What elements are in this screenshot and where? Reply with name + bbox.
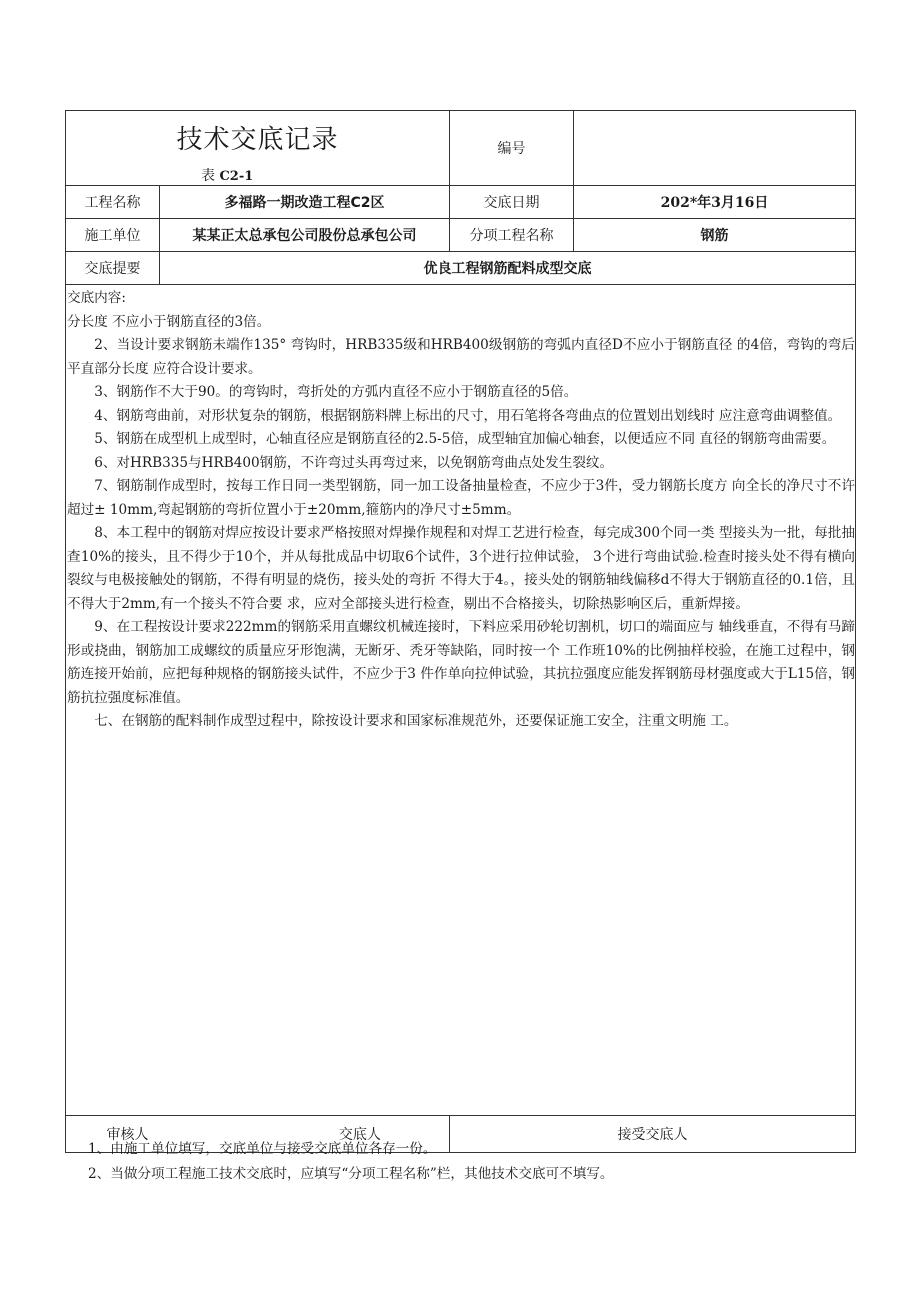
title-cell bbox=[66, 111, 450, 186]
footnotes bbox=[88, 1137, 614, 1187]
content-paragraph: 6、对HRB335与HRB400钢筋，不许弯过头再弯过来，以免钢筋弯曲点处发生裂纹。 bbox=[94, 454, 614, 471]
number-value bbox=[574, 111, 856, 186]
project-name-value: 多福路一期改造工程C2区 bbox=[160, 186, 450, 219]
content-paragraph: 9、在工程按设计要求222mm的钢筋采用直螺纹机械连接时，下料应采用砂轮切割机，切口的端面应与 轴线垂直，不得有马蹄形或挠曲，钢筋加工成螺纹的质量应牙形饱满，无断牙、秃牙等缺陷，同时按一个 工作班10%的比例抽样校验，在施工过程中，钢筋连接开始前，应把每种规格的钢筋接头试件，不应少于3 件作单向拉伸试验，其抗拉强度应能发挥钢筋母材强度或大于L15倍，钢筋抗拉强度标准值。 bbox=[67, 619, 855, 706]
footnote: 1、由施工单位填写，交底单位与接受交底单位各存一份。 bbox=[88, 1141, 437, 1157]
content-paragraph: 7、钢筋制作成型时，按每工作日同一类型钢筋，同一加工设备抽量检查，不应少于3件，受力钢筋长度方 向全长的净尺寸不许超过± 10mm,弯起钢筋的弯折位置小于±20mm,箍筋内的净尺寸±5mm。 bbox=[67, 478, 855, 518]
content-paragraph: 3、钢筋作不大于90。的弯钩时，弯折处的方弧内直径不应小于钢筋直径的5倍。 bbox=[94, 384, 578, 400]
date-value: 202*年3月16日 bbox=[574, 186, 856, 219]
form-code bbox=[201, 165, 253, 185]
content-paragraph: 2、当设计要求钢筋未端作135° 弯钩时，HRB335级和HRB400级钢筋的弯弧内直径D不应小于钢筋直径 的4倍，弯钩的弯后平直部分长度 应符合设计要求。 bbox=[67, 337, 855, 377]
content-paragraph: 七、在钢筋的配料制作成型过程中，除按设计要求和国家标准规范外，还要保证施工安全，注重文明施 工。 bbox=[94, 713, 738, 729]
discloser-label: 交底人 bbox=[338, 1127, 381, 1143]
content-heading: 交底内容: bbox=[67, 290, 126, 306]
content-paragraph: 4、钢筋弯曲前，对形状复杂的钢筋，根据钢筋料牌上标出的尺寸，用石笔将各弯曲点的位置划出划线时 应注意弯曲调整值。 bbox=[94, 407, 842, 424]
content-paragraph: 5、钢筋在成型机上成型时，心轴直径应是钢筋直径的2.5-5倍，成型轴宜加偏心轴套，以便适应不同 直径的钢筋弯曲需要。 bbox=[94, 431, 836, 447]
disclosure-record-table bbox=[65, 110, 856, 1153]
form-code-value: C2-1 bbox=[219, 169, 254, 184]
contractor-label: 施工单位 bbox=[66, 219, 160, 252]
form-prefix: 表 bbox=[201, 168, 215, 184]
subitem-label: 分项工程名称 bbox=[450, 219, 574, 252]
receiver-label: 接受交底人 bbox=[450, 1116, 856, 1153]
content-body bbox=[66, 285, 855, 734]
subitem-value: 钢筋 bbox=[574, 219, 856, 252]
contractor-value: 某某正太总承包公司股份总承包公司 bbox=[160, 219, 450, 252]
content-cell bbox=[66, 285, 856, 1116]
date-label: 交底日期 bbox=[450, 186, 574, 219]
footnote: 2、当做分项工程施工技术交底时，应填写“分项工程名称”栏，其他技术交底可不填写。 bbox=[88, 1166, 614, 1182]
reviewer-label: 审核人 bbox=[106, 1127, 149, 1143]
content-paragraph: 8、本工程中的钢筋对焊应按设计要求严格按照对焊操作规程和对焊工艺进行检查，每完成300个同一类 型接头为一批，每批抽查10%的接头，且不得少于10个，并从每批成品中切取6个试件，3个进行拉伸试验， 3个进行弯曲试验.检查时接头处不得有横向裂纹与电极接触处的钢筋，不得有明显的烧伤，接头处的弯折 不得大于4。，接头处的钢筋轴线偏移d不得大于钢筋直径的0.1倍，且不得大于2mm,有一个接头不符合要 求，应对全部接头进行检查，剔出不合格接头，切除热影响区后，重新焊接。 bbox=[67, 525, 855, 612]
summary-value: 优良工程钢筋配料成型交底 bbox=[160, 252, 856, 285]
form-title: 技术交底记录 bbox=[176, 125, 339, 155]
project-name-label: 工程名称 bbox=[66, 186, 160, 219]
summary-label: 交底提要 bbox=[66, 252, 160, 285]
number-label: 编号 bbox=[450, 111, 574, 186]
content-paragraph: 分长度 不应小于钢筋直径的3倍。 bbox=[67, 313, 271, 330]
